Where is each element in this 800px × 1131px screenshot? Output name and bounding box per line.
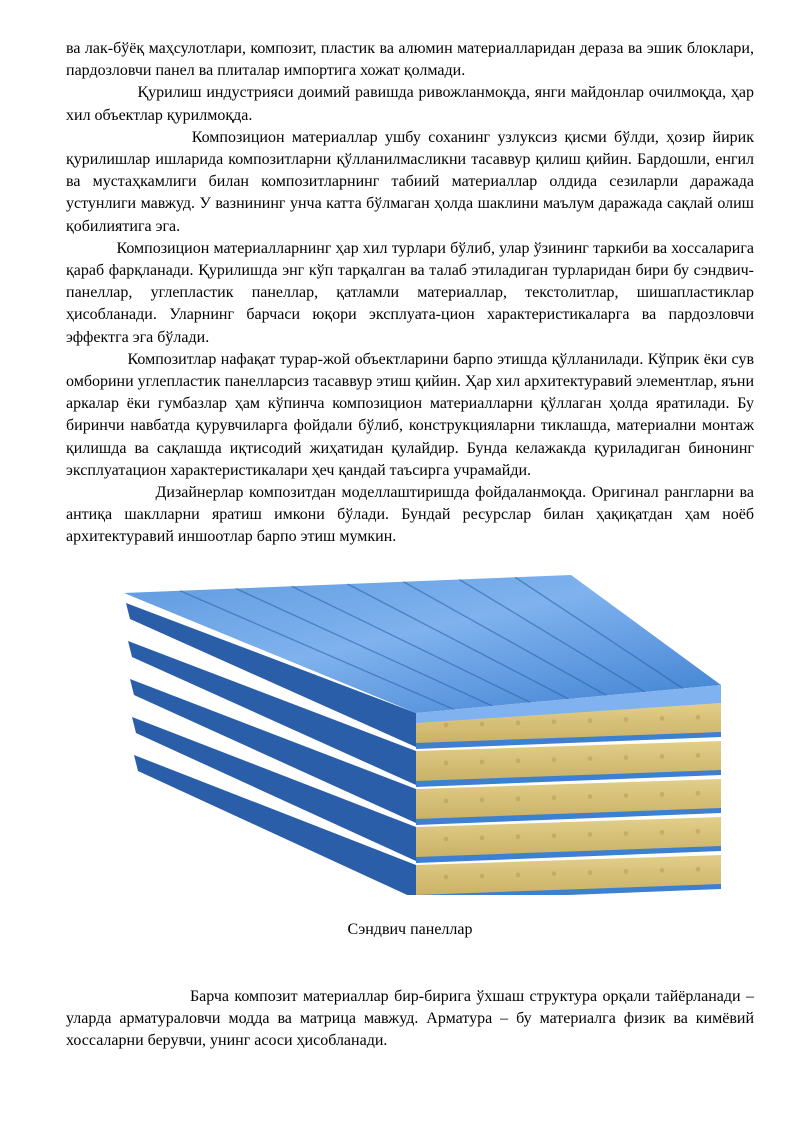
document-page — [66, 38, 759, 1052]
insulation-texture — [660, 716, 665, 721]
insulation-texture — [444, 874, 449, 879]
insulation-texture — [480, 835, 485, 840]
insulation-texture — [588, 794, 593, 799]
sandwich-panels-image — [116, 575, 726, 895]
insulation-texture — [624, 755, 629, 760]
sandwich-panels-figure — [66, 575, 754, 895]
insulation-texture — [516, 720, 521, 725]
insulation-texture — [552, 871, 557, 876]
insulation-texture — [552, 719, 557, 724]
insulation-texture — [624, 717, 629, 722]
insulation-texture — [696, 829, 701, 834]
insulation-texture — [696, 791, 701, 796]
insulation-texture — [480, 797, 485, 802]
insulation-texture — [624, 831, 629, 836]
insulation-texture — [624, 793, 629, 798]
insulation-texture — [516, 834, 521, 839]
insulation-texture — [660, 830, 665, 835]
insulation-texture — [588, 718, 593, 723]
insulation-texture — [660, 792, 665, 797]
insulation-texture — [552, 833, 557, 838]
insulation-texture — [444, 722, 449, 727]
figure-caption: Сэндвич панеллар — [347, 920, 473, 938]
insulation-texture — [696, 753, 701, 758]
paragraph-5: Композитлар нафақат турар-жой объектларини барпо этишда қўлланилади. Кўприк ёки сув омборини углепластик панелларсиз тасаввур этиш қийин. Ҳар хил архитектуравий элементлар, яъни аркалар ёки гумбазлар ҳам кўпинча композицион материалларни қўллаган ҳолда яратилади. Бу биринчи навбатда қурувчиларга фойдали бўлиб, конструкцияларни тиклашда, материални монтаж қилишда ва сақлашда иқтисодий жиҳатидан қулайдир. Бунда келажакда қуриладиган бинонинг эксплуатацион характеристикалари ҳеч қандай таъсирга учрамайди. — [66, 350, 758, 479]
paragraph-3: Композицион материаллар ушбу соханинг узлуксиз қисми бўлди, ҳозир йирик қурилишлар ишларида композитларни қўлланилмасликни тасаввур қилиш қийин. Бардошли, енгил ва мустаҳкамлиги билан композитларнинг табиий материаллар олдида сезиларли даражада устунлиги мавжуд. У вазнининг унча катта бўлмаган ҳолда шаклини маълум даражада сақлай олиш қобилиятига эга. — [66, 128, 759, 235]
insulation-texture — [696, 867, 701, 872]
insulation-texture — [444, 760, 449, 765]
paragraph-1: ва лак-бўёқ маҳсулотлари, композит, пластик ва алюмин материалларидан дераза ва эшик блоклари, пардозловчи панел ва плиталар импортига хожат қолмади. — [66, 40, 758, 80]
insulation-texture — [588, 756, 593, 761]
insulation-texture — [552, 795, 557, 800]
insulation-texture — [480, 873, 485, 878]
insulation-texture — [480, 721, 485, 726]
insulation-texture — [660, 754, 665, 759]
paragraph-4: Композицион материалларнинг ҳар хил турлари бўлиб, улар ўзининг таркиби ва хоссаларига қараб фарқланади. Қурилишда энг кўп тарқалган ва талаб этиладиган турларидан бири бу сэндвич-панеллар, углепластик панеллар, қатламли материаллар, текстолитлар, шишапластиклар ҳисобланади. Уларнинг барчаси юқори эксплуата-цион характеристикаларга ва пардозловчи эффектга эга бўлади. — [66, 239, 758, 346]
insulation-texture — [516, 796, 521, 801]
insulation-texture — [480, 759, 485, 764]
insulation-texture — [588, 870, 593, 875]
insulation-texture — [444, 798, 449, 803]
paragraph-6: Дизайнерлар композитдан моделлаштиришда фойдаланмоқда. Оригинал рангларни ва антиқа шаклларни яратиш имкони бўлади. Бундай ресурслар билан ҳақиқатдан ҳам ноёб архитектуравий иншоотлар барпо этиш мумкин. — [66, 484, 759, 546]
insulation-texture — [516, 758, 521, 763]
insulation-texture — [552, 757, 557, 762]
bottom-paragraph: Барча композит материаллар бир-бирига ўхшаш структура орқали тайёрланади – уларда арматураловчи модда ва матрица мавжуд. Арматура – бу материалга физик ва кимёвий хоссаларни берувчи, унинг асоси ҳисобланади. — [66, 987, 759, 1050]
insulation-texture — [516, 872, 521, 877]
paragraph-2: Қурилиш индустрияси доимий равишда ривожланмоқда, янги майдонлар очилмоқда, ҳар хил объектлар қурилмоқда. — [66, 84, 758, 124]
insulation-texture — [696, 715, 701, 720]
insulation-texture — [588, 832, 593, 837]
insulation-texture — [660, 868, 665, 873]
insulation-texture — [444, 836, 449, 841]
insulation-texture — [624, 869, 629, 874]
